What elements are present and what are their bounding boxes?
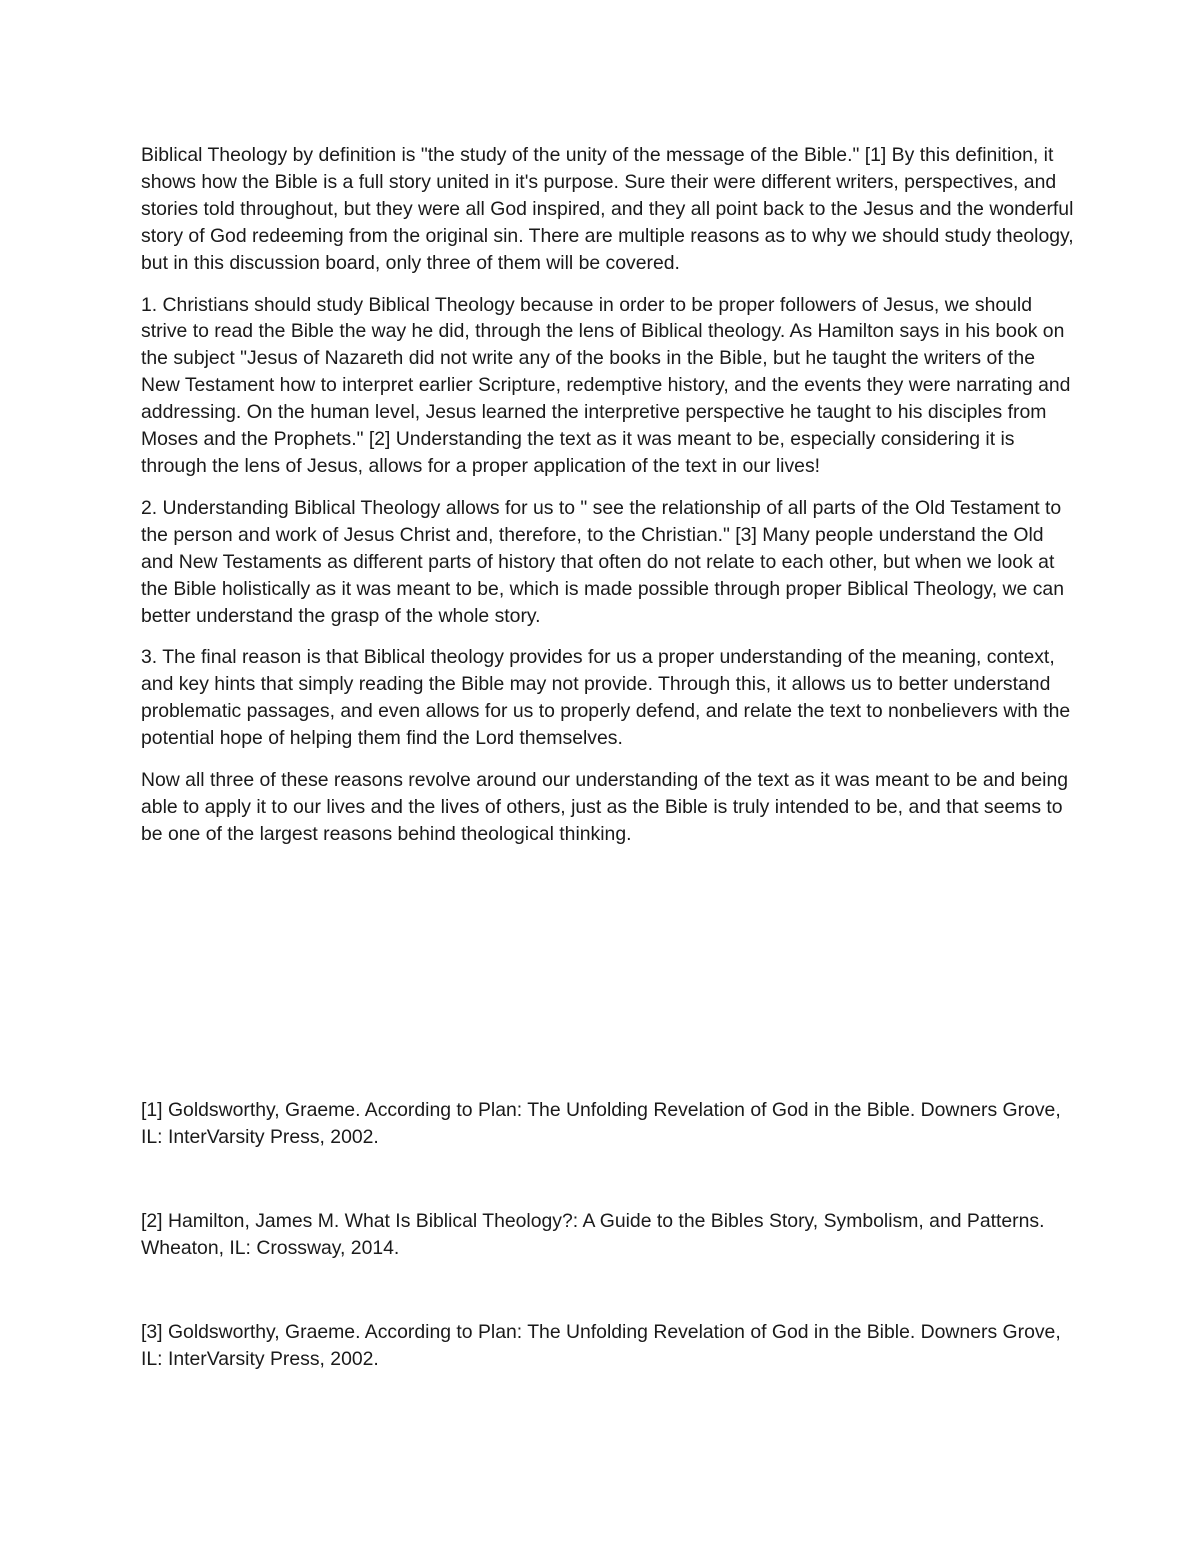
document-body	[141, 142, 1076, 863]
intro-paragraph: Biblical Theology by definition is "the study of the unity of the message of the Bible." [1] By this definition, it shows how the Bible is a full story united in it's purpose. Sure their were different writers, perspectives, and stories told throughout, but they were all God inspired, and they all point back to the Jesus and the wonderful story of God redeeming from the original sin. There are multiple reasons as to why we should study theology, but in this discussion board, only three of them will be covered.	[141, 144, 1074, 274]
reference-3: [3] Goldsworthy, Graeme. According to Plan: The Unfolding Revelation of God in the Bible. Downers Grove, IL: InterVarsity Press, 2002.	[141, 1321, 1061, 1370]
reason-2-paragraph: 2. Understanding Biblical Theology allows for us to " see the relationship of all parts of the Old Testament to the person and work of Jesus Christ and, therefore, to the Christian." [3] Many people understand the Old and New Testaments as different parts of history that often do not relate to each other, but when we look at the Bible holistically as it was meant to be, which is made possible through proper Biblical Theology, we can better understand the grasp of the whole story.	[141, 496, 1064, 627]
reference-2: [2] Hamilton, James M. What Is Biblical Theology?: A Guide to the Bibles Story, Symbolism, and Patterns. Wheaton, IL: Crossway, 2014.	[141, 1210, 1045, 1259]
reason-1-paragraph: 1. Christians should study Biblical Theology because in order to be proper followers of Jesus, we should strive to read the Bible the way he did, through the lens of Biblical theology. As Hamilton says in his book on the subject "Jesus of Nazareth did not write any of the books in the Bible, but he taught the writers of the New Testament how to interpret earlier Scripture, redemptive history, and the events they were narrating and addressing. On the human level, Jesus learned the interpretive perspective he taught to his disciples from Moses and the Prophets." [2] Understanding the text as it was meant to be, especially considering it is through the lens of Jesus, allows for a proper application of the text in our lives!	[141, 293, 1071, 477]
conclusion-paragraph: Now all three of these reasons revolve around our understanding of the text as it was meant to be and being able to apply it to our lives and the lives of others, just as the Bible is truly intended to be, and that seems to be one of the largest reasons behind theological thinking.	[141, 769, 1069, 845]
reason-3-paragraph: 3. The final reason is that Biblical theology provides for us a proper understanding of the meaning, context, and key hints that simply reading the Bible may not provide. Through this, it allows us to better understand problematic passages, and even allows for us to properly defend, and relate the text to nonbelievers with the potential hope of helping them find the Lord themselves.	[141, 646, 1071, 750]
reference-1: [1] Goldsworthy, Graeme. According to Plan: The Unfolding Revelation of God in the Bible. Downers Grove, IL: InterVarsity Press, 2002.	[141, 1099, 1061, 1148]
